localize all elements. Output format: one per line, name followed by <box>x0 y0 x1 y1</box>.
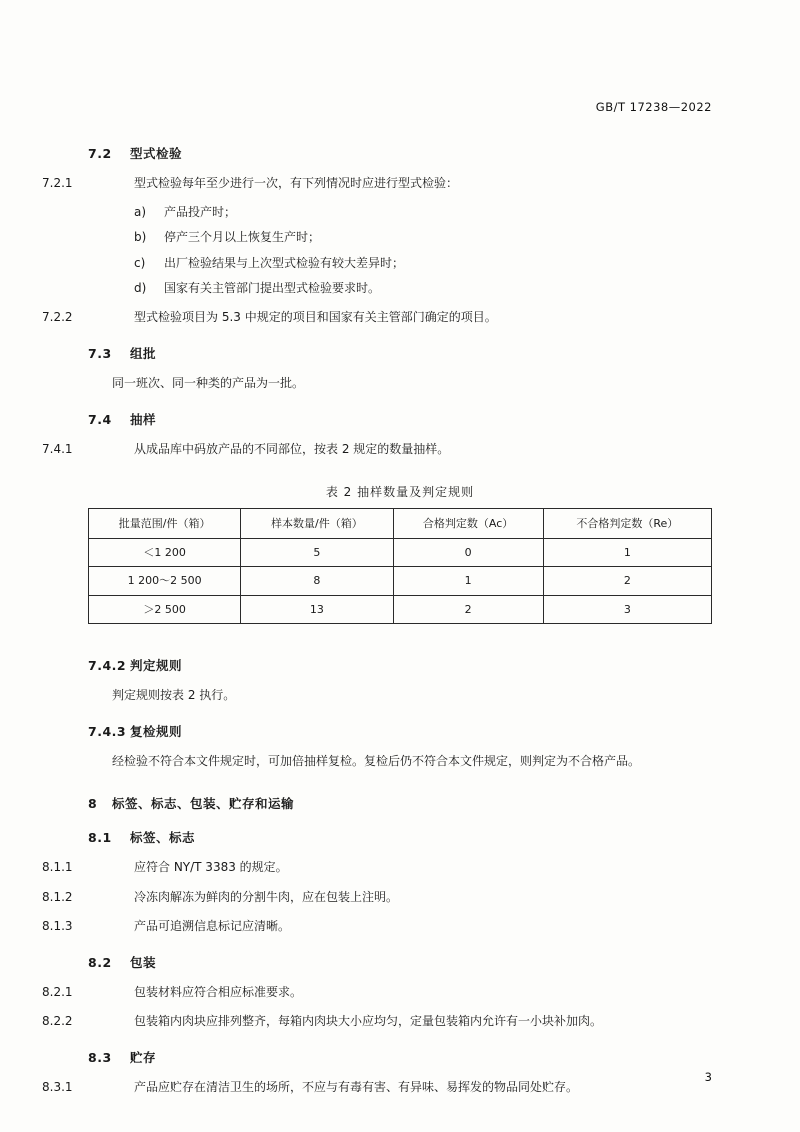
table-header-row <box>89 508 712 538</box>
paragraph-7-2-1 <box>42 172 712 194</box>
paragraph-8-1-3-text: 产品可追溯信息标记应清晰。 <box>134 918 291 933</box>
list-item-label: b) <box>134 230 147 245</box>
paragraph-7-4-1-number: 7.4.1 <box>42 442 73 457</box>
heading-7-3-number: 7.3 <box>88 346 112 362</box>
table-cell: 2 <box>543 567 711 595</box>
paragraph-7-3-body: 同一班次、同一种类的产品为一批。 <box>112 376 305 391</box>
paragraph-7-2-1-text: 型式检验每年至少进行一次，有下列情况时应进行型式检验： <box>134 176 459 190</box>
standard-code-header: GB/T 17238—2022 <box>595 100 712 114</box>
paragraph-7-4-1 <box>42 438 712 460</box>
heading-7-4-3-number: 7.4.3 <box>88 724 127 740</box>
paragraph-7-4-3-body: 经检验不符合本文件规定时，可加倍抽样复检。复检后仍不符合本文件规定，则判定为不合格产品。 <box>112 754 641 769</box>
paragraph-8-1-3-number: 8.1.3 <box>42 918 73 933</box>
heading-7-3-title: 组批 <box>130 346 157 362</box>
table-2-caption: 表 2 抽样数量及判定规则 <box>325 484 475 499</box>
table-cell: 1 <box>393 567 543 595</box>
paragraph-8-1-2 <box>42 886 712 908</box>
paragraph-7-2-2-text: 型式检验项目为 5.3 中规定的项目和国家有关主管部门确定的项目。 <box>134 309 497 324</box>
list-item-text: 产品投产时； <box>164 205 237 220</box>
paragraph-8-1-2-number: 8.1.2 <box>42 889 73 904</box>
heading-7-4-2-title: 判定规则 <box>130 658 183 674</box>
table-header-cell: 样本数量/件（箱） <box>241 508 393 538</box>
list-item <box>88 226 712 248</box>
heading-8-title: 标签、标志、包装、贮存和运输 <box>112 796 295 812</box>
heading-7-2 <box>88 144 712 162</box>
page-number: 3 <box>704 1070 712 1084</box>
paragraph-8-2-1-number: 8.2.1 <box>42 985 73 999</box>
table-cell: 1 200～2 500 <box>89 567 241 595</box>
heading-8-2 <box>88 953 712 971</box>
heading-7-4-3 <box>88 722 712 740</box>
table-row <box>89 595 712 623</box>
paragraph-8-1-1 <box>42 856 712 878</box>
heading-7-4-title: 抽样 <box>130 412 157 428</box>
heading-8-3-title: 贮存 <box>130 1050 157 1066</box>
heading-8-number: 8 <box>88 796 98 812</box>
list-item-text: 出厂检验结果与上次型式检验有较大差异时； <box>164 255 405 270</box>
list-item <box>88 201 712 223</box>
table-row <box>89 538 712 566</box>
table-header-cell: 合格判定数（Ac） <box>393 508 543 538</box>
heading-7-4-3-title: 复检规则 <box>130 724 183 740</box>
heading-8-1-title: 标签、标志 <box>130 830 196 846</box>
paragraph-8-3-1-text: 产品应贮存在清洁卫生的场所，不应与有毒有害、有异味、易挥发的物品同处贮存。 <box>134 1080 579 1095</box>
heading-8 <box>88 794 712 812</box>
table-cell: ＜1 200 <box>89 538 241 566</box>
table-sampling-rules <box>88 508 712 625</box>
table-cell: 13 <box>241 595 393 623</box>
heading-7-3 <box>88 344 712 362</box>
paragraph-8-1-3 <box>42 915 712 937</box>
heading-8-1 <box>88 828 712 846</box>
paragraph-7-2-1-number: 7.2.1 <box>42 176 73 190</box>
heading-8-1-number: 8.1 <box>88 830 112 846</box>
paragraph-7-4-1-text: 从成品库中码放产品的不同部位，按表 2 规定的数量抽样。 <box>134 442 450 457</box>
list-item <box>88 252 712 274</box>
paragraph-8-3-1-number: 8.3.1 <box>42 1080 73 1095</box>
paragraph-8-1-2-text: 冷冻肉解冻为鲜肉的分割牛肉，应在包装上注明。 <box>134 889 399 904</box>
list-item <box>88 277 712 299</box>
heading-7-4-2-number: 7.4.2 <box>88 658 127 674</box>
table-cell: 8 <box>241 567 393 595</box>
list-item-label: a) <box>134 205 147 220</box>
paragraph-8-2-2-text: 包装箱内肉块应排列整齐，每箱内肉块大小应均匀，定量包装箱内允许有一小块补加肉。 <box>134 1014 603 1029</box>
paragraph-8-2-1-text: 包装材料应符合相应标准要求。 <box>134 985 303 999</box>
paragraph-8-1-1-text: 应符合 NY/T 3383 的规定。 <box>134 860 288 875</box>
heading-7-4-number: 7.4 <box>88 412 112 428</box>
table-cell: ＞2 500 <box>89 595 241 623</box>
heading-8-3-number: 8.3 <box>88 1050 112 1066</box>
paragraph-8-1-1-number: 8.1.1 <box>42 860 73 875</box>
table-cell: 5 <box>241 538 393 566</box>
heading-7-4 <box>88 410 712 428</box>
heading-8-3 <box>88 1048 712 1066</box>
paragraph-7-2-2 <box>42 306 712 328</box>
paragraph-8-2-1 <box>42 981 712 1003</box>
heading-7-2-number: 7.2 <box>88 146 112 161</box>
paragraph-8-2-2-number: 8.2.2 <box>42 1014 73 1029</box>
list-item-text: 国家有关主管部门提出型式检验要求时。 <box>164 280 381 295</box>
table-row <box>89 567 712 595</box>
list-item-label: d) <box>134 280 147 295</box>
table-cell: 1 <box>543 538 711 566</box>
heading-8-2-title: 包装 <box>130 955 157 970</box>
paragraph-7-4-2-body: 判定规则按表 2 执行。 <box>112 688 236 703</box>
heading-7-2-title: 型式检验 <box>130 146 183 161</box>
table-header-cell: 不合格判定数（Re） <box>543 508 711 538</box>
paragraph-8-2-2 <box>42 1010 712 1032</box>
table-header-cell: 批量范围/件（箱） <box>89 508 241 538</box>
table-cell: 2 <box>393 595 543 623</box>
list-item-label: c) <box>134 255 146 270</box>
table-cell: 3 <box>543 595 711 623</box>
table-cell: 0 <box>393 538 543 566</box>
heading-8-2-number: 8.2 <box>88 955 112 970</box>
paragraph-8-3-1 <box>42 1076 712 1098</box>
paragraph-7-2-2-number: 7.2.2 <box>42 309 73 324</box>
page-content <box>42 100 712 1106</box>
heading-7-4-2 <box>88 656 712 674</box>
list-item-text: 停产三个月以上恢复生产时； <box>164 230 321 245</box>
